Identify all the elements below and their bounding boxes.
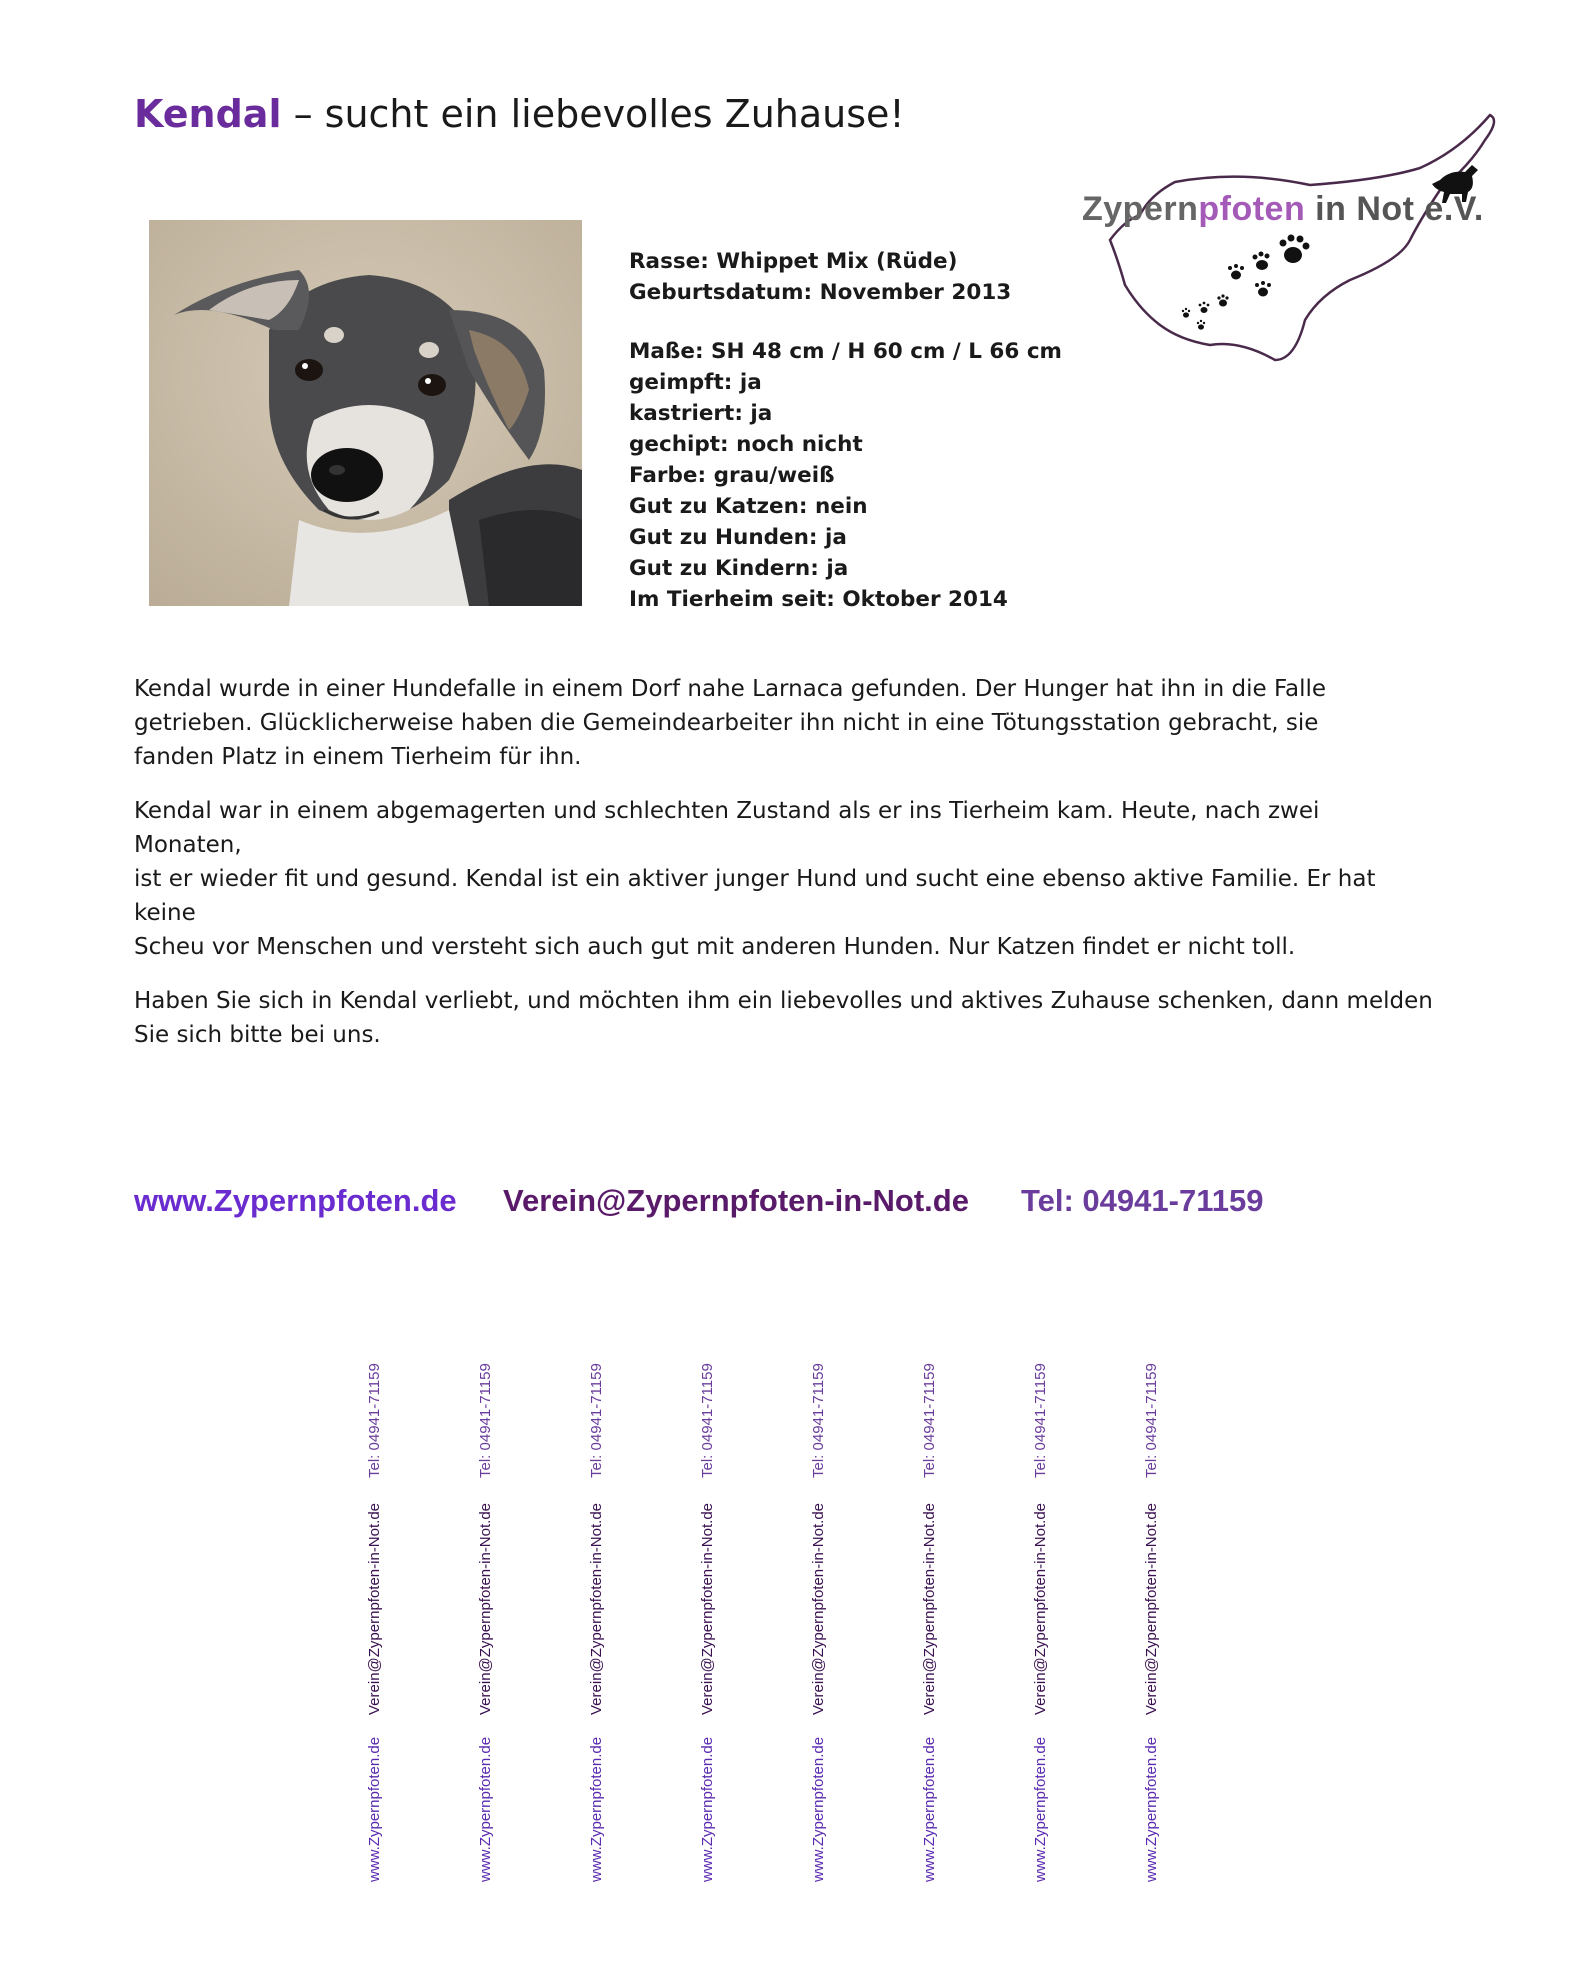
strip-phone: Tel: 04941-71159 bbox=[921, 1363, 938, 1478]
fact-geimpft: geimpft: ja bbox=[629, 370, 762, 395]
story-line: Sie sich bitte bei uns. bbox=[134, 1022, 381, 1048]
tear-off-strip[interactable] bbox=[810, 1360, 830, 1890]
logo-part-pfoten: pfoten bbox=[1198, 190, 1306, 228]
strip-email: Verein@Zypernpfoten-in-Not.de bbox=[1032, 1502, 1049, 1715]
tear-off-strip[interactable] bbox=[699, 1360, 719, 1890]
dog-image bbox=[149, 220, 582, 606]
story-line: ist er wieder fit und gesund. Kendal ist ein aktiver junger Hund und sucht eine ebenso aktive Familie. Er hat keine bbox=[134, 866, 1376, 926]
strip-website: www.Zypernpfoten.de bbox=[1143, 1736, 1160, 1882]
strip-email: Verein@Zypernpfoten-in-Not.de bbox=[366, 1502, 383, 1715]
fact-masse: Maße: SH 48 cm / H 60 cm / L 66 cm bbox=[629, 339, 1062, 364]
title-tagline: – sucht ein liebevolles Zuhause! bbox=[281, 92, 905, 136]
story-line: Kendal war in einem abgemagerten und schlechten Zustand als er ins Tierheim kam. Heute, nach zwei Monaten, bbox=[134, 798, 1320, 858]
strip-phone: Tel: 04941-71159 bbox=[1032, 1363, 1049, 1478]
fact-katzen: Gut zu Katzen: nein bbox=[629, 494, 868, 519]
strip-email: Verein@Zypernpfoten-in-Not.de bbox=[588, 1502, 605, 1715]
strip-email: Verein@Zypernpfoten-in-Not.de bbox=[1143, 1502, 1160, 1715]
tear-off-strip[interactable] bbox=[921, 1360, 941, 1890]
dog-name: Kendal bbox=[134, 92, 282, 136]
strip-website: www.Zypernpfoten.de bbox=[366, 1736, 383, 1882]
story-line: Scheu vor Menschen und versteht sich auch gut mit anderen Hunden. Nur Katzen findet er nicht toll. bbox=[134, 934, 1296, 960]
logo-part-in-not: in Not e.V. bbox=[1305, 190, 1484, 228]
dog-facts bbox=[629, 246, 1062, 615]
tear-off-strip[interactable] bbox=[477, 1360, 497, 1890]
strip-phone: Tel: 04941-71159 bbox=[588, 1363, 605, 1478]
strip-email: Verein@Zypernpfoten-in-Not.de bbox=[810, 1502, 827, 1715]
story-line: fanden Platz in einem Tierheim für ihn. bbox=[134, 744, 582, 770]
strip-phone: Tel: 04941-71159 bbox=[1143, 1363, 1160, 1478]
strip-website: www.Zypernpfoten.de bbox=[810, 1736, 827, 1882]
tear-off-strip[interactable] bbox=[1143, 1360, 1163, 1890]
story-paragraph-2 bbox=[134, 794, 1434, 964]
story-line: getrieben. Glücklicherweise haben die Gemeindearbeiter ihn nicht in eine Tötungsstation gebracht, sie bbox=[134, 710, 1319, 736]
strip-website: www.Zypernpfoten.de bbox=[588, 1736, 605, 1882]
strip-phone: Tel: 04941-71159 bbox=[366, 1363, 383, 1478]
strip-email: Verein@Zypernpfoten-in-Not.de bbox=[477, 1502, 494, 1715]
fact-farbe: Farbe: grau/weiß bbox=[629, 463, 835, 488]
fact-gechipt: gechipt: noch nicht bbox=[629, 432, 863, 457]
fact-hunde: Gut zu Hunden: ja bbox=[629, 525, 847, 550]
dog-photo bbox=[149, 220, 582, 606]
page-title bbox=[134, 92, 905, 136]
strip-phone: Tel: 04941-71159 bbox=[810, 1363, 827, 1478]
contact-email[interactable]: Verein@Zypernpfoten-in-Not.de bbox=[503, 1183, 969, 1218]
contact-phone: Tel: 04941-71159 bbox=[1021, 1183, 1264, 1218]
tear-off-strip[interactable] bbox=[366, 1360, 386, 1890]
story-line: Haben Sie sich in Kendal verliebt, und möchten ihm ein liebevolles und aktives Zuhause schenken, dann melden bbox=[134, 988, 1433, 1014]
story-line: Kendal wurde in einer Hundefalle in einem Dorf nahe Larnaca gefunden. Der Hunger hat ihn in die Falle bbox=[134, 676, 1327, 702]
cyprus-map-logo bbox=[1080, 110, 1520, 370]
strip-phone: Tel: 04941-71159 bbox=[699, 1363, 716, 1478]
fact-rasse: Rasse: Whippet Mix (Rüde) bbox=[629, 249, 958, 274]
story-paragraph-3 bbox=[134, 984, 1434, 1052]
fact-kinder: Gut zu Kindern: ja bbox=[629, 556, 849, 581]
logo-part-zypern: Zypern bbox=[1082, 190, 1199, 228]
fact-geburtsdatum: Geburtsdatum: November 2013 bbox=[629, 280, 1012, 305]
strip-email: Verein@Zypernpfoten-in-Not.de bbox=[921, 1502, 938, 1715]
strip-website: www.Zypernpfoten.de bbox=[921, 1736, 938, 1882]
story-paragraph-1 bbox=[134, 672, 1434, 774]
fact-kastriert: kastriert: ja bbox=[629, 401, 773, 426]
tear-off-strip[interactable] bbox=[1032, 1360, 1052, 1890]
contact-website[interactable]: www.Zypernpfoten.de bbox=[134, 1183, 457, 1218]
tear-off-strip[interactable] bbox=[588, 1360, 608, 1890]
story-text bbox=[134, 672, 1434, 1072]
fact-tierheim: Im Tierheim seit: Oktober 2014 bbox=[629, 587, 1008, 612]
strip-email: Verein@Zypernpfoten-in-Not.de bbox=[699, 1502, 716, 1715]
strip-website: www.Zypernpfoten.de bbox=[1032, 1736, 1049, 1882]
strip-website: www.Zypernpfoten.de bbox=[699, 1736, 716, 1882]
logo-wordmark bbox=[1082, 190, 1484, 229]
strip-website: www.Zypernpfoten.de bbox=[477, 1736, 494, 1882]
strip-phone: Tel: 04941-71159 bbox=[477, 1363, 494, 1478]
